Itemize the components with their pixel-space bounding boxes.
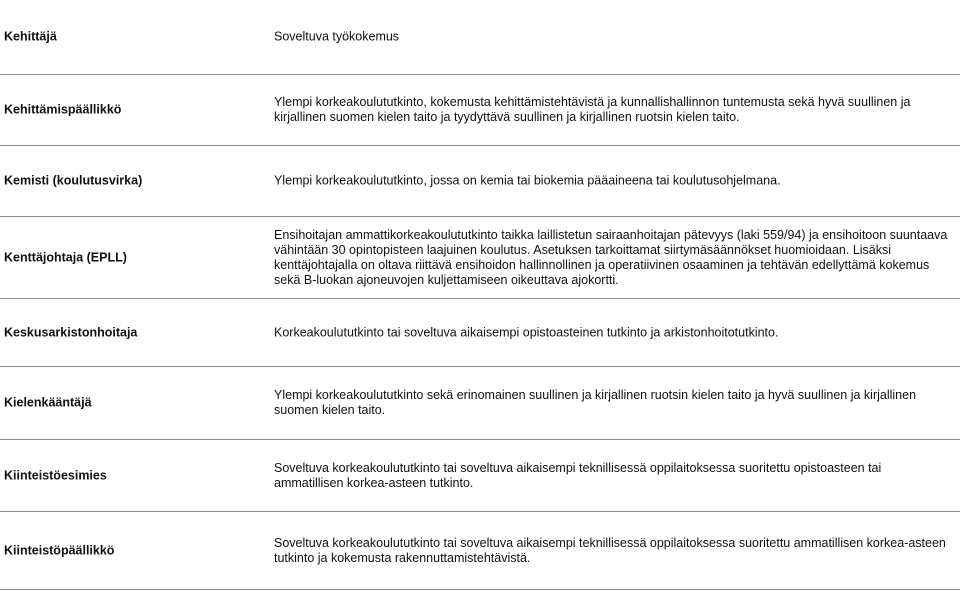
job-title: Kemisti (koulutusvirka) bbox=[4, 173, 143, 188]
job-title: Kiinteistöesimies bbox=[4, 468, 107, 482]
table-row bbox=[0, 512, 960, 589]
table-row bbox=[0, 75, 960, 145]
job-title: Kiinteistöpäällikkö bbox=[4, 543, 115, 557]
job-requirements: Ensihoitajan ammattikorkeakoulututkinto taikka laillistetun sairaanhoitajan pätevyys (laki 559/94) ja ensihoitoon suuntaava vähintään 30 opintopisteen laajuinen koulutus. Asetuksen tarkoittamat siirtymäsäännökset huomioidaan. Lisäksi kenttäjohtajalla on oltava riittävä ensihoidon hallinnollinen ja operatiivinen osaaminen ja tehtävän edellyttämä kokemus sekä B-luokan ajoneuvojen kuljettamiseen oikeuttava ajokortti. bbox=[274, 227, 948, 287]
job-requirements: Ylempi korkeakoulututkinto, kokemusta kehittämistehtävistä ja kunnallishallinnon tuntemusta sekä hyvä suullinen ja kirjallinen suomen kielen taito ja tyydyttävä suullinen ja kirjallinen ruotsin kielen taito. bbox=[274, 95, 911, 124]
job-title: Keskusarkistonhoitaja bbox=[4, 325, 138, 339]
job-title: Kenttäjohtaja (EPLL) bbox=[4, 250, 127, 264]
job-requirements: Soveltuva korkeakoulututkinto tai soveltuva aikaisempi teknillisessä oppilaitoksessa suoritettu ammatillisen korkea-asteen tutkinto ja kokemusta rakennuttamistehtävistä. bbox=[274, 535, 946, 565]
job-title: Kehittämispäällikkö bbox=[4, 102, 122, 117]
table-row bbox=[0, 146, 960, 216]
job-title: Kehittäjä bbox=[4, 29, 57, 44]
job-requirements: Soveltuva työkokemus bbox=[274, 29, 400, 44]
table-row bbox=[0, 0, 960, 74]
job-requirements: Ylempi korkeakoulututkinto sekä erinomainen suullinen ja kirjallinen ruotsin kielen taito ja hyvä suullinen ja kirjallinen suomen kielen taito. bbox=[274, 388, 917, 417]
table-row bbox=[0, 440, 960, 511]
job-requirements: Korkeakoulututkinto tai soveltuva aikaisempi opistoasteinen tutkinto ja arkistonhoitotutkinto. bbox=[274, 325, 779, 339]
job-title: Kielenkääntäjä bbox=[4, 395, 92, 410]
table-row bbox=[0, 367, 960, 439]
job-requirements: Soveltuva korkeakoulututkinto tai soveltuva aikaisempi teknillisessä oppilaitoksessa suoritettu opistoasteen tai ammatillisen korkea-asteen tutkinto. bbox=[274, 460, 882, 490]
job-requirements: Ylempi korkeakoulututkinto, jossa on kemia tai biokemia pääaineena tai koulutusohjelmana. bbox=[274, 173, 781, 188]
row-divider bbox=[0, 589, 960, 590]
table-row bbox=[0, 299, 960, 366]
table-row bbox=[0, 217, 960, 298]
